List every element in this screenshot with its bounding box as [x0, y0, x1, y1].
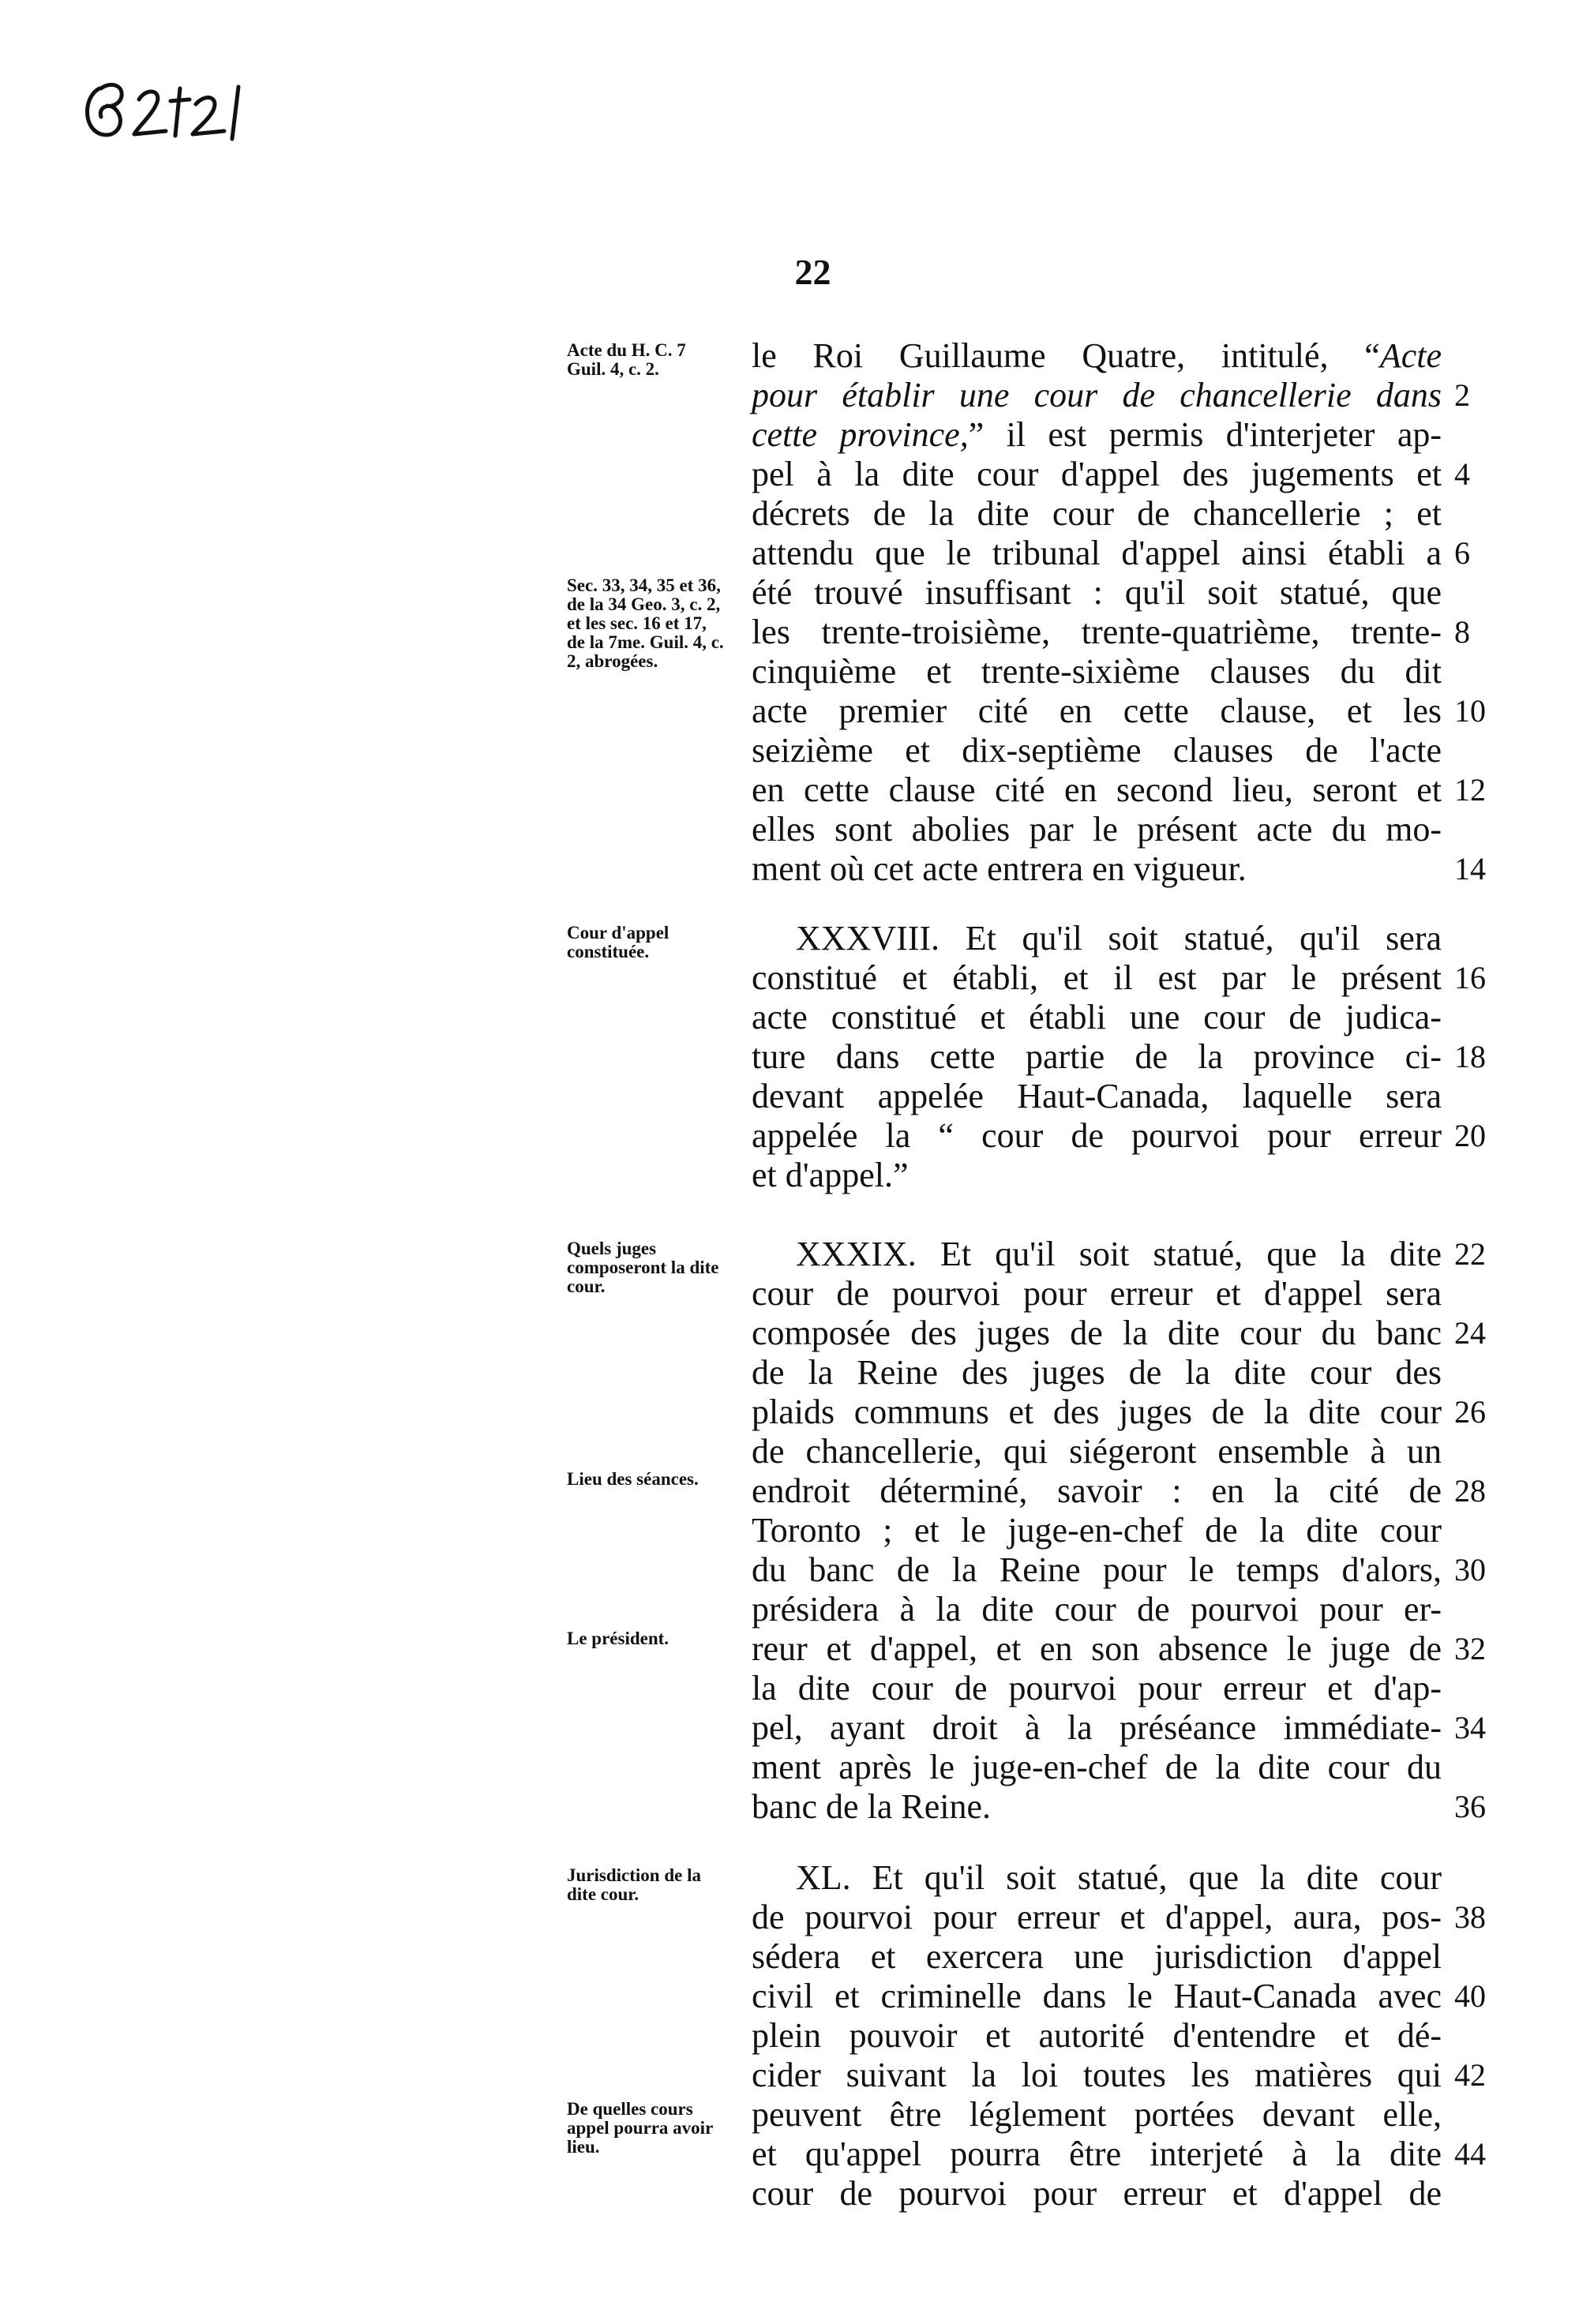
text-line: en cette clause cité en second lieu, seront et: [752, 770, 1442, 809]
margin-note-appel: De quelles cours appel pourra avoir lieu.: [567, 2099, 713, 2157]
line-number: 30: [1454, 1552, 1486, 1587]
text-line: ture dans cette partie de la province ci-: [752, 1037, 1442, 1076]
line-number: 44: [1454, 2136, 1486, 2172]
margin-note-sections-abrogees: Sec. 33, 34, 35 et 36, de la 34 Geo. 3, c. 2, et les sec. 16 et 17, de la 7me. Guil. 4, c. 2, abrogées.: [567, 575, 724, 671]
text-line: peuvent être léglement portées devant elle,: [752, 2095, 1442, 2134]
line-number: 6: [1454, 535, 1470, 571]
line-number: 16: [1454, 960, 1486, 995]
text-line: et d'appel.”: [752, 1156, 909, 1194]
line-number: 20: [1454, 1118, 1486, 1153]
text-line: cour de pourvoi pour erreur et d'appel sera: [752, 1274, 1442, 1313]
line-number: 34: [1454, 1710, 1486, 1745]
line-number: 24: [1454, 1315, 1486, 1351]
text-line: ment après le juge-en-chef de la dite cour du: [752, 1748, 1442, 1786]
text-line: de pourvoi pour erreur et d'appel, aura, pos-: [752, 1898, 1442, 1936]
text-line: acte constitué et établi une cour de judica-: [752, 998, 1442, 1036]
margin-note-acte: Acte du H. C. 7 Guil. 4, c. 2.: [567, 340, 686, 379]
text-line: présidera à la dite cour de pourvoi pour er-: [752, 1590, 1442, 1629]
text-line: ment où cet acte entrera en vigueur.: [752, 849, 1247, 888]
margin-note-juges: Quels juges composeront la dite cour.: [567, 1239, 719, 1296]
text-line: endroit déterminé, savoir : en la cité de: [752, 1471, 1442, 1510]
margin-note-lieu: Lieu des séances.: [567, 1469, 699, 1489]
line-number: 26: [1454, 1394, 1486, 1430]
margin-note-jurisdiction: Jurisdiction de la dite cour.: [567, 1865, 701, 1904]
line-number: 8: [1454, 614, 1470, 650]
text-line: composée des juges de la dite cour du banc: [752, 1314, 1442, 1352]
line-number: 2: [1454, 377, 1470, 413]
text-line: sédera et exercera une jurisdiction d'appel: [752, 1937, 1442, 1976]
line-number: 22: [1454, 1236, 1486, 1272]
text-line: de chancellerie, qui siégeront ensemble à un: [752, 1432, 1442, 1471]
text-line: civil et criminelle dans le Haut-Canada avec: [752, 1977, 1442, 2015]
paragraph-xl: [752, 1858, 1442, 2213]
line-number: 38: [1454, 1899, 1486, 1935]
line-number: 18: [1454, 1039, 1486, 1074]
text-line: été trouvé insuffisant : qu'il soit statué, que: [752, 573, 1442, 612]
line-number: 12: [1454, 772, 1486, 808]
text-line: la dite cour de pourvoi pour erreur et d'ap-: [752, 1669, 1442, 1707]
text-line: cour de pourvoi pour erreur et d'appel de: [752, 2174, 1442, 2213]
paragraph-xxxix: [752, 1235, 1442, 1827]
line-number: 36: [1454, 1789, 1486, 1824]
text-line: plein pouvoir et autorité d'entendre et dé-: [752, 2016, 1442, 2055]
text-line: Toronto ; et le juge-en-chef de la dite cour: [752, 1511, 1442, 1550]
line-number: 42: [1454, 2057, 1486, 2093]
paragraph-xxxviii: [752, 919, 1442, 1195]
text-line: de la Reine des juges de la dite cour des: [752, 1353, 1442, 1392]
line-number: 4: [1454, 456, 1470, 492]
text-line: pel, ayant droit à la préséance immédiate-: [752, 1708, 1442, 1747]
text-line: attendu que le tribunal d'appel ainsi établi a: [752, 534, 1442, 572]
text-line: pour établir une cour de chancellerie dans: [752, 376, 1442, 414]
text-line: cette province,” il est permis d'interjeter ap-: [752, 415, 1442, 454]
text-line: XXXIX. Et qu'il soit statué, que la dite: [796, 1235, 1442, 1273]
text-line: cider suivant la loi toutes les matières qui: [752, 2056, 1442, 2094]
text-line: pel à la dite cour d'appel des jugements et: [752, 455, 1442, 493]
text-line: le Roi Guillaume Quatre, intitulé, “Acte: [752, 336, 1442, 375]
margin-note-cour-appel: Cour d'appel constituée.: [567, 923, 669, 961]
text-line: XL. Et qu'il soit statué, que la dite cour: [796, 1858, 1442, 1897]
text-line: seizième et dix-septième clauses de l'acte: [752, 731, 1442, 770]
text-line: banc de la Reine.: [752, 1787, 991, 1826]
text-line: appelée la “ cour de pourvoi pour erreur: [752, 1116, 1442, 1155]
margin-note-president: Le président.: [567, 1629, 669, 1648]
text-line: les trente-troisième, trente-quatrième, trente-: [752, 613, 1442, 651]
text-line: reur et d'appel, et en son absence le juge de: [752, 1629, 1442, 1668]
line-number: 32: [1454, 1631, 1486, 1666]
line-number: 14: [1454, 851, 1486, 886]
text-line: acte premier cité en cette clause, et les: [752, 692, 1442, 730]
text-line: décrets de la dite cour de chancellerie ; et: [752, 494, 1442, 533]
text-line: constitué et établi, et il est par le présent: [752, 958, 1442, 997]
text-line: cinquième et trente-sixième clauses du dit: [752, 652, 1442, 691]
line-number: 28: [1454, 1473, 1486, 1509]
page-number: 22: [794, 252, 831, 292]
line-number: 10: [1454, 693, 1486, 729]
paragraph-continuation: [752, 336, 1442, 889]
text-line: elles sont abolies par le présent acte du mo-: [752, 810, 1442, 849]
text-line: devant appelée Haut-Canada, laquelle sera: [752, 1077, 1442, 1115]
text-line: XXXVIII. Et qu'il soit statué, qu'il sera: [796, 919, 1442, 958]
text-line: du banc de la Reine pour le temps d'alors,: [752, 1550, 1442, 1589]
text-line: plaids communs et des juges de la dite cour: [752, 1393, 1442, 1431]
text-line: et qu'appel pourra être interjeté à la dite: [752, 2135, 1442, 2173]
line-number: 40: [1454, 1978, 1486, 2014]
handwritten-mark: [77, 73, 259, 144]
